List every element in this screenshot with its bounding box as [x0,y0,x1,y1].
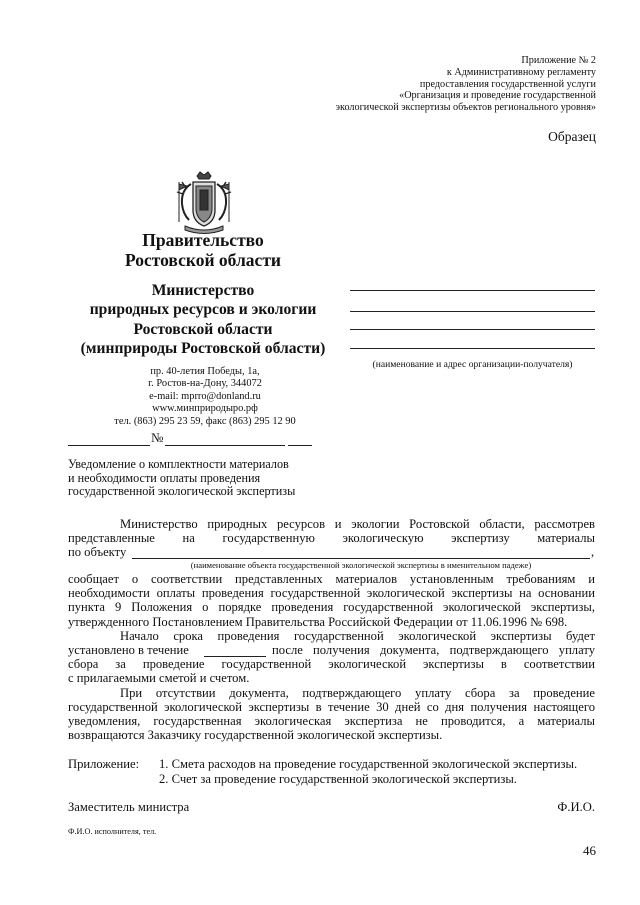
number-sign: № [151,430,164,445]
signer-name: Ф.И.О. [557,800,595,814]
body-line: необходимости оплаты проведения государственной экологической экспертизы на основании [68,586,595,601]
body-line: представленные на государственную экологическую экспертизу материалы [68,531,595,545]
address-line: тел. (863) 295 23 59, факс (863) 295 12 90 [114,415,296,427]
sample-label: Образец [548,129,596,144]
object-blank [132,558,590,559]
attachment-item: 2. Счет за проведение государственной экологической экспертизы. [159,772,517,786]
address-line: г. Ростов-на-Дону, 344072 [148,378,262,390]
body-line: пункта 9 Положения о порядке проведения государственной экологической экспертизы, [68,600,595,615]
address-line: e-mail: mprro@donland.ru [149,390,261,402]
body-line: сообщает о соответствии представленных материалов установленным требованиям и [68,572,595,586]
subject-line: государственной экологической экспертизы [68,484,296,499]
paragraph-1-rest [68,572,595,629]
body-line: утвержденного Постановлением Правительства Российской Федерации от 11.06.1996 № 698. [68,614,568,629]
number-blank-tail [288,445,312,446]
notice-subject [68,458,295,499]
recipient-caption: (наименование и адрес организации-получателя) [372,359,573,370]
address-block [60,366,350,428]
ministry-line: природных ресурсов и экологии [89,301,317,319]
body-line: государственной экологической экспертизы в течение 30 дней со дня получения настоящего [68,700,595,714]
appendix-line: предоставления государственной услуги [419,78,596,90]
body-line: При отсутствии документа, подтверждающего уплату сбора за проведение [120,686,595,700]
subject-line: и необходимости оплаты проведения [68,470,261,485]
body-line: возвращаются Заказчику государственной экологической экспертизы. [68,728,443,743]
government-name [68,230,338,270]
recipient-line [350,348,595,349]
body-line: уведомления, государственная экологическая экспертиза не проводится, а материалы [68,714,595,729]
date-blank [68,445,150,446]
body-line: с прилагаемыми сметой и счетом. [68,671,250,685]
ministry-name [58,281,348,358]
ministry-line: Министерство [151,282,255,299]
executor-note: Ф.И.О. исполнителя, тел. [68,827,157,836]
object-prefix: по объекту [68,545,127,559]
body-line: сбора за проведение государственной экологической экспертизы в соответствии [68,657,595,671]
address-line: пр. 40-летия Победы, 1а, [150,366,260,377]
signer-position: Заместитель министра [68,800,190,814]
address-line: www.минприродыро.рф [152,403,258,415]
appendix-line: «Организация и проведение государственной [399,90,596,102]
appendix-line: к Административному регламенту [446,66,596,78]
appendix-line: экологической экспертизы объектов регионального уровня» [335,102,596,114]
attachments-label: Приложение: [68,757,140,771]
gov-line: Ростовской области [124,250,282,270]
recipient-line [350,311,595,312]
gov-line: Правительство [142,230,264,250]
recipient-line [350,290,595,291]
subject-line: Уведомление о комплектности материалов [68,457,289,471]
ministry-line: Ростовской области [133,320,273,338]
term-prefix: установлено в течение [68,643,189,657]
number-blank [165,445,285,446]
body-line: Начало срока проведения государственной экологической экспертизы будет [120,629,595,643]
appendix-header [276,55,596,114]
object-suffix: , [591,545,595,559]
page-number: 46 [583,843,596,858]
object-caption: (наименование объекта государственной экологической экспертизы в именительном падеже) [190,560,532,570]
body-line: Министерство природных ресурсов и экологии Ростовской области, рассмотрев [120,517,595,531]
attachment-item: 1. Смета расходов на проведение государственной экологической экспертизы. [159,757,578,771]
paragraph-3-rest [68,700,595,743]
recipient-line [350,329,595,330]
body-line: после получения документа, подтверждающего уплату [272,643,595,657]
appendix-line: Приложение № 2 [521,55,596,66]
coat-of-arms-icon [173,170,235,238]
ministry-line: (минприроды Ростовской области) [80,339,326,357]
